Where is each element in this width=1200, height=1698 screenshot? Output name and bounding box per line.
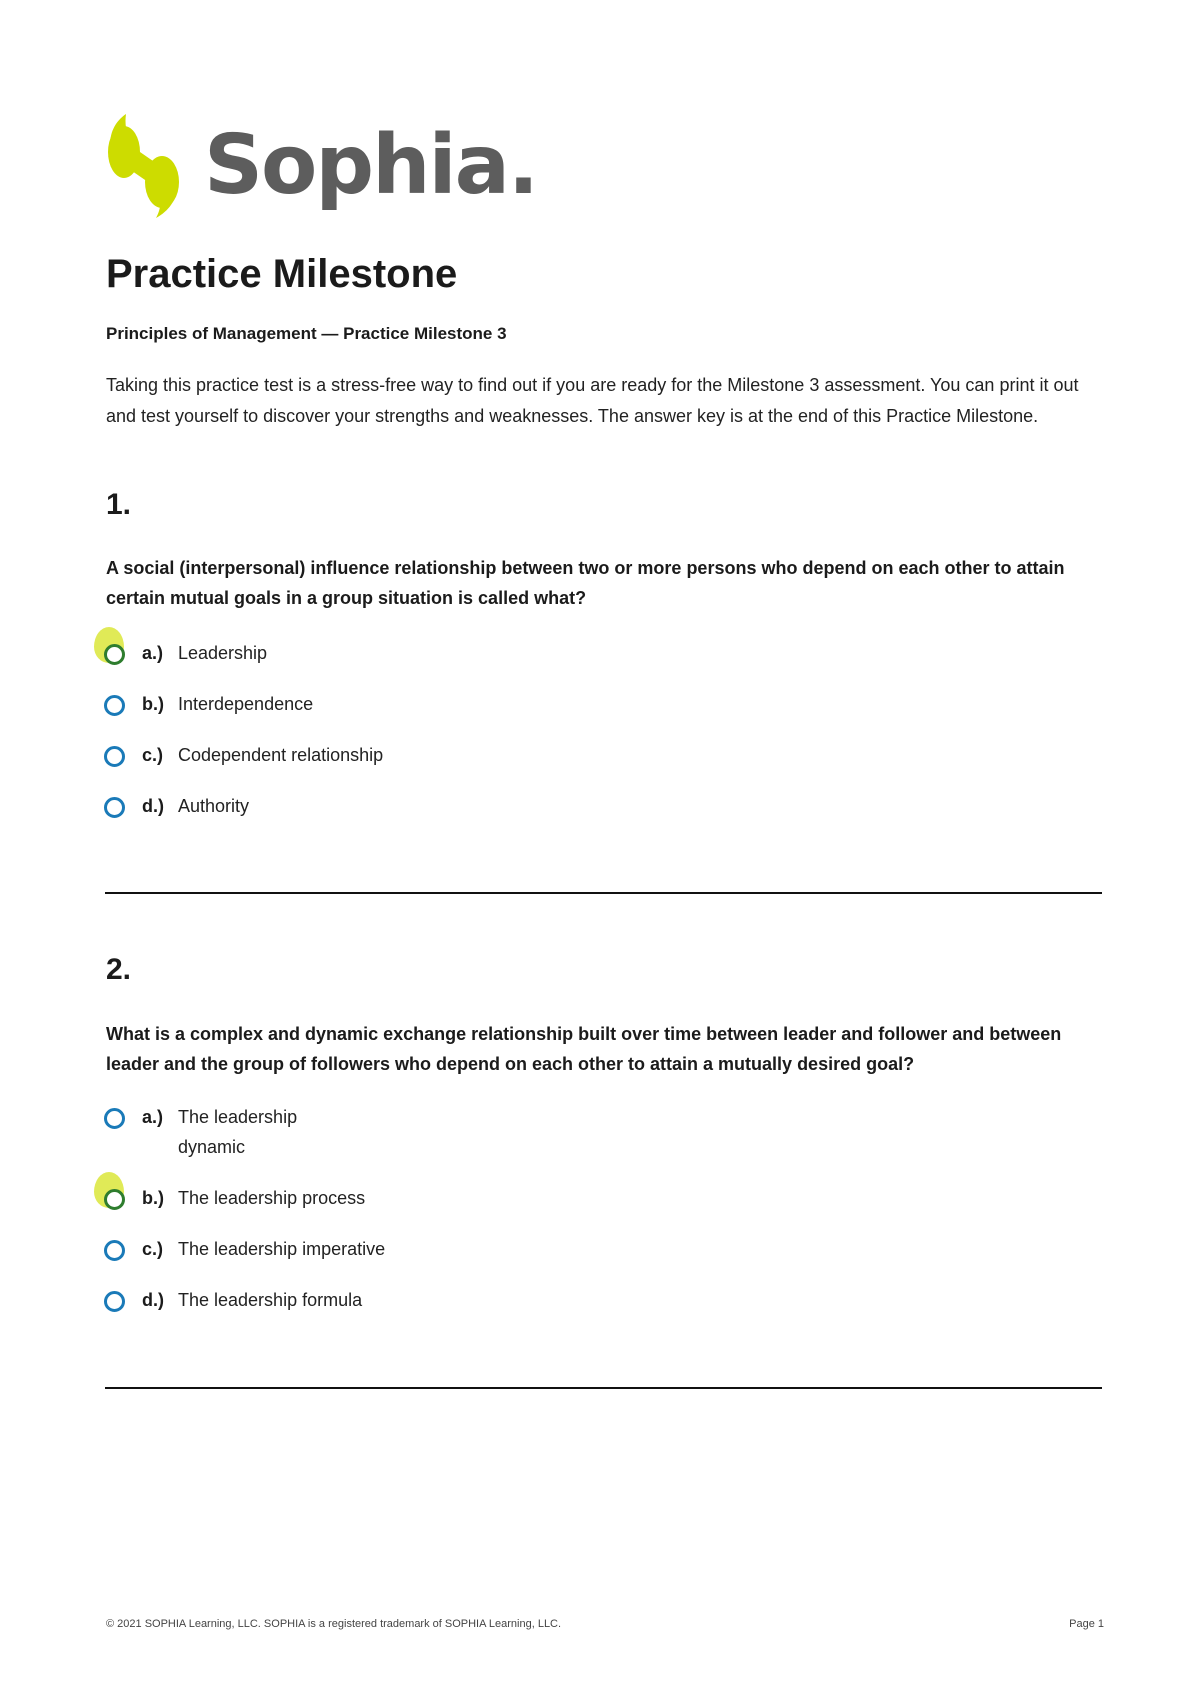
sophia-logo	[104, 112, 537, 220]
option-letter: a.)	[142, 643, 164, 663]
option-letter: b.)	[142, 1188, 164, 1208]
question-1-option-b[interactable]	[104, 691, 313, 719]
question-1-number: 1.	[106, 488, 132, 521]
option-text: Interdependence	[178, 694, 314, 714]
radio-selected-icon[interactable]	[104, 1189, 125, 1210]
question-1-text: A social (interpersonal) influence relationship between two or more persons who depend on each other to attain certain mutual goals in a group situation is called what?	[106, 558, 1065, 608]
option-letter: d.)	[142, 796, 164, 816]
question-1-option-c[interactable]	[104, 742, 383, 770]
radio-icon[interactable]	[104, 1108, 125, 1129]
question-2-option-d[interactable]	[104, 1287, 362, 1315]
radio-icon[interactable]	[104, 1291, 125, 1312]
option-letter: a.)	[142, 1107, 164, 1127]
option-text: Authority	[178, 796, 250, 816]
question-2-option-c[interactable]	[104, 1236, 385, 1264]
footer-copyright: © 2021 SOPHIA Learning, LLC. SOPHIA is a registered trademark of SOPHIA Learning, LLC.	[106, 1618, 562, 1630]
option-letter: b.)	[142, 694, 164, 714]
question-2-option-a[interactable]	[104, 1104, 328, 1162]
page-title: Practice Milestone	[106, 252, 458, 296]
option-letter: d.)	[142, 1290, 164, 1310]
option-letter: c.)	[142, 1239, 164, 1259]
question-1-option-d[interactable]	[104, 793, 249, 821]
question-1-option-a[interactable]	[104, 640, 267, 668]
radio-selected-icon[interactable]	[104, 644, 125, 665]
radio-icon[interactable]	[104, 746, 125, 767]
option-text: The leadership formula	[178, 1290, 363, 1310]
question-2-option-b[interactable]	[104, 1185, 365, 1213]
footer-page-number: Page 1	[1069, 1618, 1104, 1630]
radio-icon[interactable]	[104, 1240, 125, 1261]
page-subtitle: Principles of Management — Practice Milestone 3	[106, 324, 507, 343]
option-letter: c.)	[142, 745, 164, 765]
sophia-logo-wordmark: Sophia.	[204, 118, 538, 213]
sophia-logo-mark-icon	[104, 112, 184, 220]
intro-paragraph: Taking this practice test is a stress-free way to find out if you are ready for the Milestone 3 assessment. You can print it out and test yourself to discover your strengths and weaknesses. The answer key is at the end of this Practice Milestone.	[106, 375, 1079, 426]
section-divider	[105, 1387, 1102, 1389]
option-text: Leadership	[178, 643, 268, 663]
question-2-text: What is a complex and dynamic exchange relationship built over time between leader and follower and between leader and the group of followers who depend on each other to attain a mutually desired goal?	[106, 1024, 1062, 1074]
question-2-number: 2.	[106, 953, 132, 986]
option-text: The leadership process	[178, 1188, 366, 1208]
option-text: Codependent relationship	[178, 745, 384, 765]
radio-icon[interactable]	[104, 695, 125, 716]
option-text: The leadership dynamic	[178, 1107, 298, 1157]
option-text: The leadership imperative	[178, 1239, 386, 1259]
section-divider	[105, 892, 1102, 894]
radio-icon[interactable]	[104, 797, 125, 818]
